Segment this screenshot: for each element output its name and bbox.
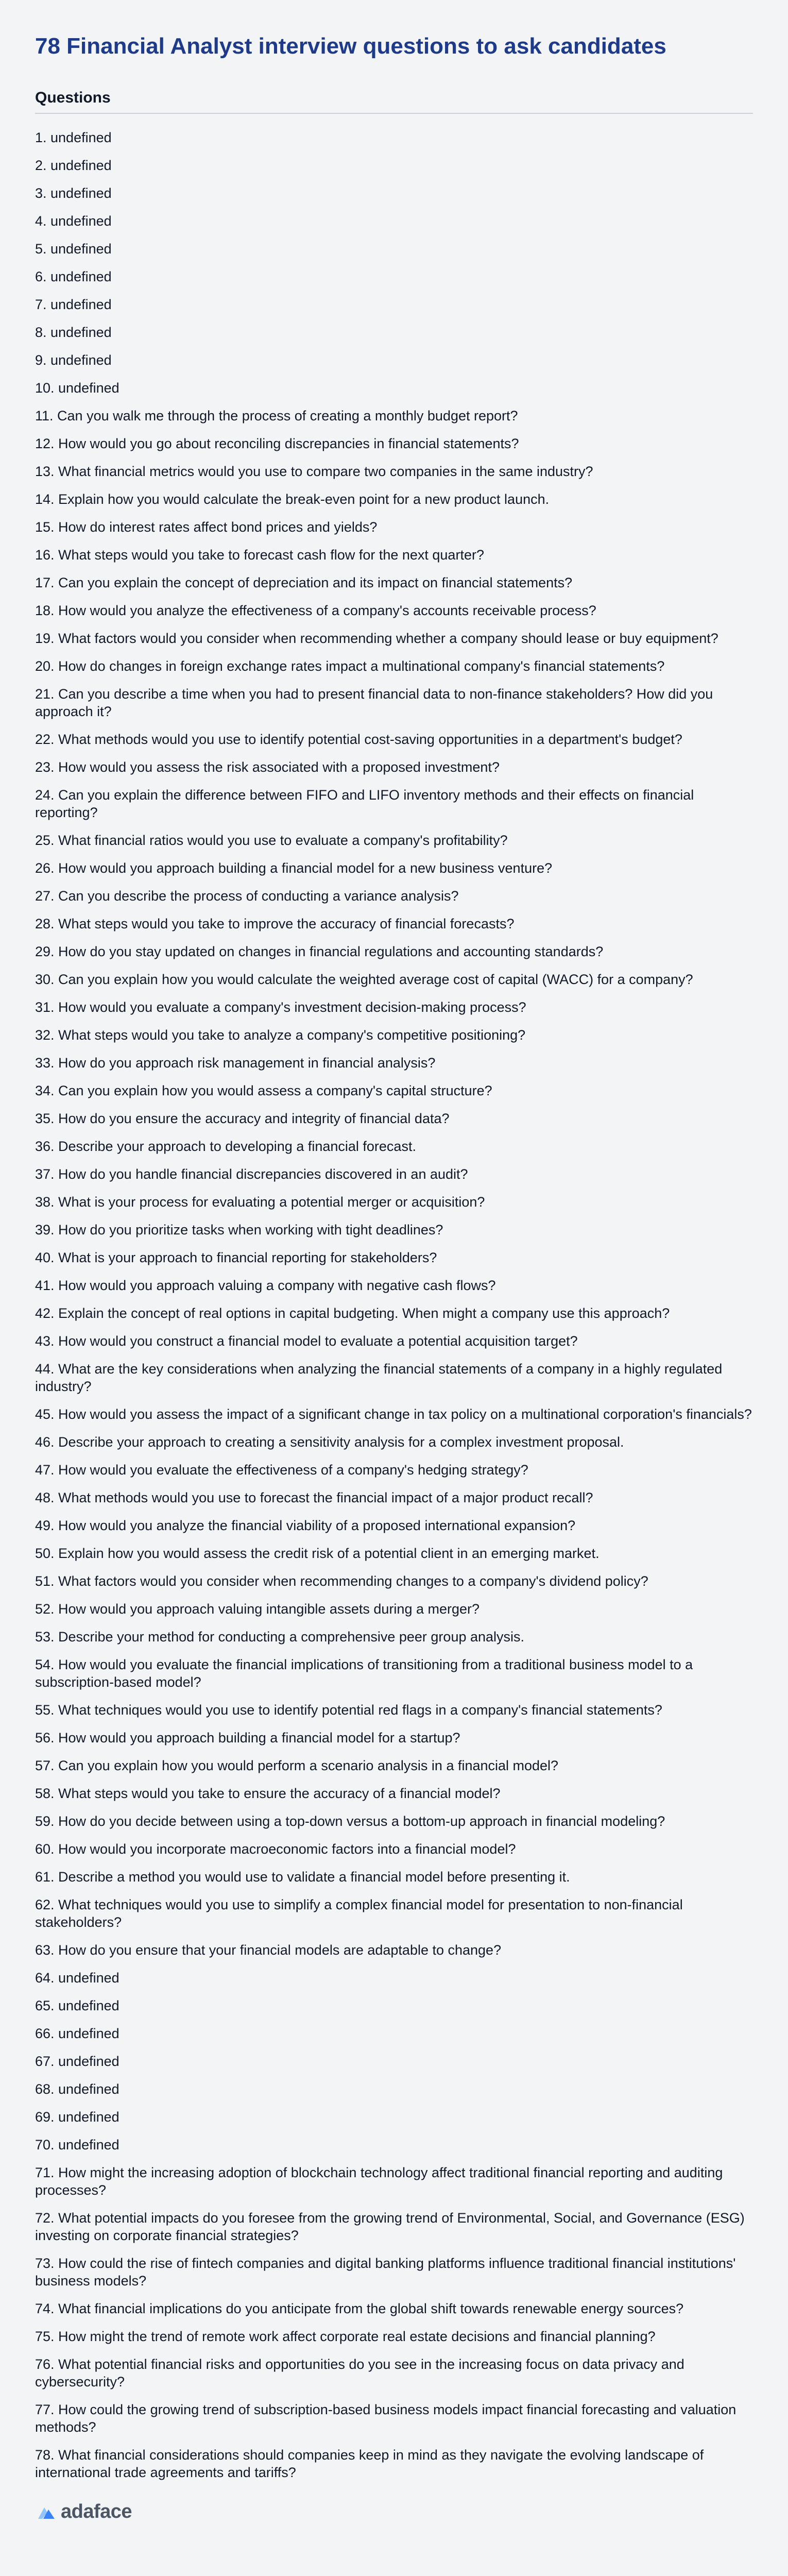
section-heading: Questions	[35, 89, 111, 106]
question-item: 47. How would you evaluate the effectiveness of a company's hedging strategy?	[35, 1462, 528, 1478]
question-item: 52. How would you approach valuing intangible assets during a merger?	[35, 1601, 480, 1617]
question-item: 42. Explain the concept of real options in capital budgeting. When might a company use this approach?	[35, 1306, 670, 1321]
question-item: 33. How do you approach risk management in financial analysis?	[35, 1055, 436, 1071]
question-item: 21. Can you describe a time when you had to present financial data to non-finance stakeholders? How did you approach it?	[35, 686, 713, 719]
question-item: 18. How would you analyze the effectiveness of a company's accounts receivable process?	[35, 603, 596, 618]
question-item: 14. Explain how you would calculate the break-even point for a new product launch.	[35, 492, 550, 507]
question-item: 61. Describe a method you would use to validate a financial model before presenting it.	[35, 1869, 570, 1885]
question-item: 75. How might the trend of remote work affect corporate real estate decisions and financial planning?	[35, 2329, 656, 2344]
question-item: 71. How might the increasing adoption of blockchain technology affect traditional financial reporting and auditing processes?	[35, 2165, 723, 2198]
question-item: 51. What factors would you consider when recommending changes to a company's dividend policy?	[35, 1573, 648, 1589]
question-item: 56. How would you approach building a financial model for a startup?	[35, 1730, 460, 1745]
question-list	[35, 129, 753, 2492]
question-item: 28. What steps would you take to improve the accuracy of financial forecasts?	[35, 916, 515, 931]
question-item: 24. Can you explain the difference between FIFO and LIFO inventory methods and their effects on financial reporting?	[35, 787, 694, 820]
question-item: 72. What potential impacts do you foresee from the growing trend of Environmental, Social, and Governance (ESG) investing on corporate financial strategies?	[35, 2210, 745, 2243]
question-item: 64. undefined	[35, 1970, 119, 1986]
question-item: 73. How could the rise of fintech companies and digital banking platforms influence traditional financial institutions' business models?	[35, 2256, 736, 2289]
question-item: 27. Can you describe the process of conducting a variance analysis?	[35, 888, 459, 904]
question-item: 9. undefined	[35, 352, 112, 368]
question-item: 69. undefined	[35, 2109, 119, 2125]
question-item: 19. What factors would you consider when recommending whether a company should lease or buy equipment?	[35, 631, 718, 646]
question-item: 48. What methods would you use to forecast the financial impact of a major product recall?	[35, 1490, 593, 1505]
question-item: 74. What financial implications do you anticipate from the global shift towards renewable energy sources?	[35, 2301, 684, 2316]
question-item: 39. How do you prioritize tasks when working with tight deadlines?	[35, 1222, 443, 1238]
question-item: 78. What financial considerations should companies keep in mind as they navigate the evolving landscape of international trade agreements and tariffs?	[35, 2447, 704, 2480]
question-item: 49. How would you analyze the financial viability of a proposed international expansion?	[35, 1518, 576, 1533]
question-item: 31. How would you evaluate a company's investment decision-making process?	[35, 999, 526, 1015]
question-item: 20. How do changes in foreign exchange rates impact a multinational company's financial statements?	[35, 658, 665, 674]
question-item: 59. How do you decide between using a top-down versus a bottom-up approach in financial modeling?	[35, 1814, 665, 1829]
question-item: 13. What financial metrics would you use to compare two companies in the same industry?	[35, 464, 593, 479]
question-item: 53. Describe your method for conducting a comprehensive peer group analysis.	[35, 1629, 525, 1645]
question-item: 29. How do you stay updated on changes in financial regulations and accounting standards?	[35, 944, 604, 959]
question-item: 6. undefined	[35, 269, 112, 284]
question-item: 70. undefined	[35, 2137, 119, 2153]
logo-text: adaface	[61, 2501, 132, 2522]
question-item: 16. What steps would you take to forecast cash flow for the next quarter?	[35, 547, 484, 563]
footer-logo[interactable]	[37, 2496, 132, 2527]
question-item: 11. Can you walk me through the process of creating a monthly budget report?	[35, 408, 518, 423]
page-title: 78 Financial Analyst interview questions to ask candidates	[35, 33, 666, 59]
question-item: 77. How could the growing trend of subscription-based business models impact financial forecasting and valuation methods?	[35, 2402, 736, 2435]
question-item: 54. How would you evaluate the financial implications of transitioning from a traditional business model to a subscription-based model?	[35, 1657, 693, 1690]
question-item: 26. How would you approach building a financial model for a new business venture?	[35, 860, 553, 876]
question-item: 23. How would you assess the risk associated with a proposed investment?	[35, 759, 500, 775]
question-item: 17. Can you explain the concept of depreciation and its impact on financial statements?	[35, 575, 573, 590]
question-item: 57. Can you explain how you would perform a scenario analysis in a financial model?	[35, 1758, 559, 1773]
question-item: 76. What potential financial risks and opportunities do you see in the increasing focus on data privacy and cybersecurity?	[35, 2357, 684, 2389]
question-item: 40. What is your approach to financial reporting for stakeholders?	[35, 1250, 437, 1265]
question-item: 12. How would you go about reconciling discrepancies in financial statements?	[35, 436, 519, 451]
question-item: 46. Describe your approach to creating a sensitivity analysis for a complex investment proposal.	[35, 1434, 624, 1450]
section-divider	[35, 113, 753, 114]
question-item: 60. How would you incorporate macroeconomic factors into a financial model?	[35, 1841, 516, 1857]
question-item: 38. What is your process for evaluating a potential merger or acquisition?	[35, 1194, 485, 1210]
question-item: 50. Explain how you would assess the credit risk of a potential client in an emerging market.	[35, 1546, 599, 1561]
question-item: 36. Describe your approach to developing a financial forecast.	[35, 1139, 416, 1154]
question-item: 25. What financial ratios would you use to evaluate a company's profitability?	[35, 833, 508, 848]
question-item: 68. undefined	[35, 2081, 119, 2097]
question-item: 66. undefined	[35, 2026, 119, 2041]
question-item: 7. undefined	[35, 297, 112, 312]
question-item: 8. undefined	[35, 325, 112, 340]
question-item: 5. undefined	[35, 241, 112, 257]
question-item: 55. What techniques would you use to identify potential red flags in a company's financial statements?	[35, 1702, 662, 1718]
question-item: 22. What methods would you use to identify potential cost-saving opportunities in a department's budget?	[35, 732, 682, 747]
question-item: 41. How would you approach valuing a company with negative cash flows?	[35, 1278, 496, 1293]
question-item: 15. How do interest rates affect bond prices and yields?	[35, 519, 378, 535]
question-item: 10. undefined	[35, 380, 119, 396]
question-item: 45. How would you assess the impact of a significant change in tax policy on a multinational corporation's financials?	[35, 1406, 752, 1422]
question-item: 1. undefined	[35, 130, 112, 145]
question-item: 65. undefined	[35, 1998, 119, 2013]
question-item: 30. Can you explain how you would calculate the weighted average cost of capital (WACC) for a company?	[35, 972, 693, 987]
question-item: 62. What techniques would you use to simplify a complex financial model for presentation to non-financial stakeholders?	[35, 1897, 683, 1930]
question-item: 58. What steps would you take to ensure the accuracy of a financial model?	[35, 1786, 501, 1801]
question-item: 32. What steps would you take to analyze a company's competitive positioning?	[35, 1027, 526, 1043]
question-item: 43. How would you construct a financial model to evaluate a potential acquisition target?	[35, 1333, 578, 1349]
question-item: 67. undefined	[35, 2054, 119, 2069]
question-item: 2. undefined	[35, 158, 112, 173]
question-item: 63. How do you ensure that your financial models are adaptable to change?	[35, 1942, 502, 1958]
question-item: 37. How do you handle financial discrepancies discovered in an audit?	[35, 1166, 468, 1182]
adaface-logo-icon	[37, 2503, 56, 2520]
question-item: 3. undefined	[35, 185, 112, 201]
question-item: 4. undefined	[35, 213, 112, 229]
question-item: 44. What are the key considerations when analyzing the financial statements of a company in a highly regulated industry?	[35, 1361, 723, 1394]
question-item: 34. Can you explain how you would assess a company's capital structure?	[35, 1083, 492, 1098]
question-item: 35. How do you ensure the accuracy and integrity of financial data?	[35, 1111, 450, 1126]
